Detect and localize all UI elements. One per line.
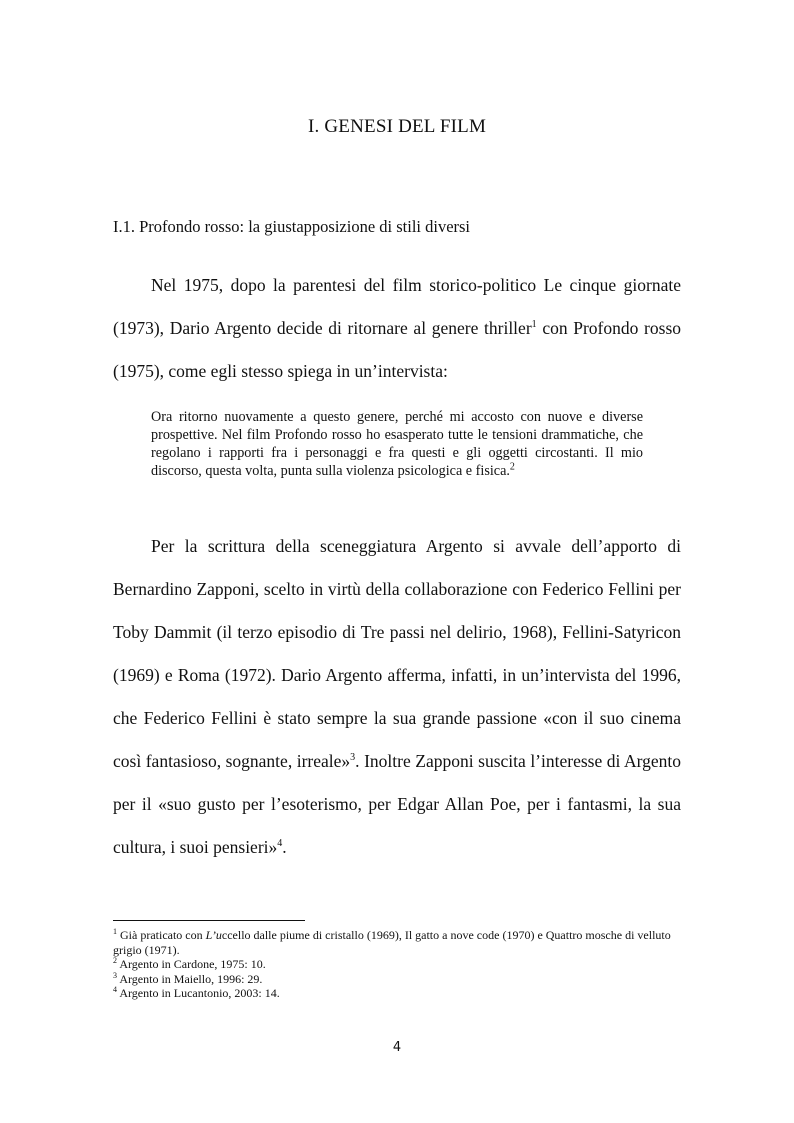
section-heading: I.1. Profondo rosso: la giustapposizione di stili diversi <box>113 217 471 236</box>
chapter-title: I. GENESI DEL FILM <box>307 116 487 137</box>
footnote-1-number: 1 <box>113 927 117 936</box>
paragraph-1 <box>113 264 681 393</box>
footnote-2-text: Argento in Cardone, 1975: 10. <box>117 957 266 971</box>
paragraph-2-text-c: . <box>282 837 287 857</box>
footnote-ref-3[interactable]: 3 <box>350 752 356 764</box>
page-number: 4 <box>392 1040 402 1055</box>
footnote-ref-2[interactable]: 2 <box>509 461 515 473</box>
footnote-3-number: 3 <box>113 970 117 980</box>
footnote-3-text: Argento in Maiello, 1996: 29. <box>117 971 263 986</box>
block-quote <box>151 408 643 480</box>
paragraph-1-text-a: Nel 1975, dopo la parentesi del film storico-politico Le cinque giornate (1973), Dario Argento decide di ritornare al genere thriller <box>113 275 681 338</box>
footnote-1-italic: L’u <box>205 928 222 942</box>
footnote-4 <box>113 986 681 1001</box>
footnote-4-text: Argento in Lucantonio, 2003: 14. <box>117 986 280 1000</box>
footnote-4-number: 4 <box>113 985 117 994</box>
footnote-ref-4[interactable]: 4 <box>277 838 283 850</box>
footnote-ref-1[interactable]: 1 <box>531 319 537 331</box>
footnote-2 <box>113 957 681 972</box>
paragraph-2 <box>113 525 681 869</box>
paragraph-1-text-b: con Profondo rosso (1975), come egli stesso spiega in un’intervista: <box>113 318 681 381</box>
footnote-2-number: 2 <box>113 956 117 965</box>
paragraph-2-text-a: Per la scrittura della sceneggiatura Argento si avvale dell’apporto di Bernardino Zapponi, scelto in virtù della collaborazione con Federico Fellini per Toby Dammit (il terzo episodio di Tre passi nel delirio, 1968), Fellini-Satyricon (1969) e Roma (1972). Dario Argento afferma, infatti, in un’intervista del 1996, che Federico Fellini è stato sempre la sua grande passione «con il suo cinema così fantasioso, sognante, irreale» <box>113 536 681 771</box>
footnote-1-text-post: ccello dalle piume di cristallo (1969), Il gatto a nove code (1970) e Quattro mosche di velluto grigio (1971). <box>113 928 671 957</box>
footnote-3 <box>113 972 681 987</box>
footnote-1 <box>113 928 681 957</box>
block-quote-text: Ora ritorno nuovamente a questo genere, perché mi accosto con nuove e diverse prospettive. Nel film Profondo rosso ho esasperato tutte le tensioni drammatiche, che regolano i rapporti fra i personaggi e fra questi e gli oggetti circostanti. Il mio discorso, questa volta, punta sulla violenza psicologica e fisica. <box>151 409 643 479</box>
footnote-rule <box>113 920 305 921</box>
footnotes <box>113 928 681 1001</box>
paragraph-2-text-b: . Inoltre Zapponi suscita l’interesse di Argento per il «suo gusto per l’esoterismo, per Edgar Allan Poe, per i fantasmi, la sua cultura, i suoi pensieri» <box>113 751 681 857</box>
footnote-1-text-pre: Già praticato con <box>117 928 206 942</box>
